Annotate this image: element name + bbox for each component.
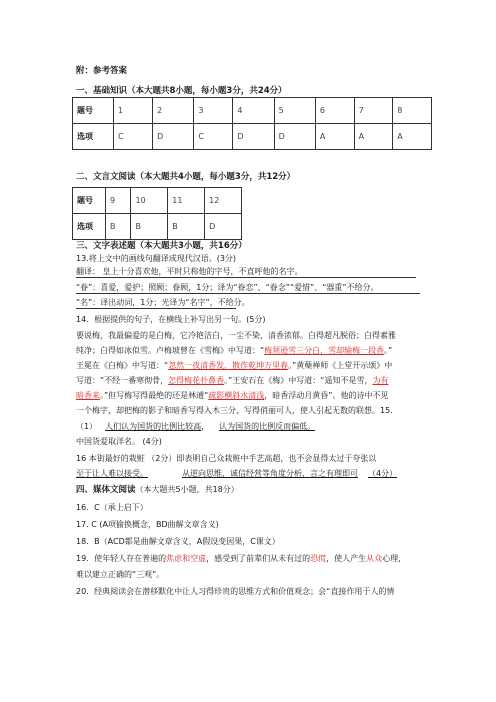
question-number: 1 (114, 98, 153, 124)
q19-answer: 19．使年轻人存在普遍的焦虑和空虚，感受到了前辈们从未有过的恐慌，使人产生从众心理， (76, 554, 407, 563)
question-number: 11 (168, 188, 205, 214)
question-number: 2 (153, 98, 194, 124)
answer-option: B (106, 214, 131, 240)
answer-text: 忽然一夜清香发，散作乾坤万里春 (168, 361, 289, 370)
answer-option: D (153, 124, 194, 150)
section4-heading: 四、媒体文阅读（本大题共5小题，共18分） (76, 485, 239, 495)
q13-scoring-1: “眷”：喜爱，爱护；照顾；眷顾，1分；译为“眷恋”、“眷念”“爱惜”、“器重”不给分。 (76, 283, 379, 292)
section2-heading: 二、文言文阅读（本大题共4小题，每小题3分，共12分） (76, 172, 296, 182)
q13-scoring-2: “名”：译出动词，1分；光译为“名字”，不给分。 (76, 298, 250, 307)
answer-option: B (131, 214, 168, 240)
section2-answer-table (72, 187, 242, 240)
question-number: 9 (106, 188, 131, 214)
q14-line: 纯净；白得如冰似雪。卢梅坡曾在《雪梅》中写道：“梅须逊雪三分白，雪却输梅一段香。” (76, 346, 393, 355)
q13-translation: 翻译： 皇上十分喜欢他，平时只称他的字号，不直呼他的名字。 (76, 267, 303, 276)
underline (76, 308, 236, 309)
answer-option: D (205, 214, 242, 240)
page-title: 附：参考答案 (76, 66, 128, 76)
q16-answer: 16 本街最好的栽赃 （2分）即表明自己众栽赃中手艺高超，也不会显得太过于夸张以 (76, 454, 377, 463)
answer-option: A (315, 124, 354, 150)
question-number: 6 (315, 98, 354, 124)
q15-answer: （1） 人们认为国货的比例比较高， 认为国货的比例反而偏低。 (76, 422, 316, 431)
q14-line: 一个梅字，却把梅的影子和暗香写得入木三分，写得俏丽可人，使人引起无数的联想。15. (76, 406, 393, 415)
q18-answer: 18．B（ACD都是曲解文章含义，A假设变因果，C课文） (76, 537, 280, 546)
table-row (73, 124, 432, 150)
answer-option: A (354, 124, 393, 150)
q14-line: 要说梅，我最偏爱的是白梅，它冷艳洁白，一尘不染，清香浓郁。白得超凡脱俗；白得素雅 (76, 331, 396, 340)
section1-heading: 一、基础知识（本大题共8小题，每小题3分，共24分） (76, 86, 287, 96)
q13-title: 13.将上文中的画线句翻译成现代汉语。(3分) (76, 254, 237, 263)
underline (76, 277, 416, 278)
answer-text: 怎得梅花扑鼻香 (168, 376, 225, 385)
question-number: 5 (274, 98, 315, 124)
row-label: 题号 (73, 188, 106, 214)
question-number: 10 (131, 188, 168, 214)
answer-option: D (274, 124, 315, 150)
answer-option: A (393, 124, 432, 150)
q19-answer: 难以建立正确的“三观”。 (76, 570, 165, 579)
q14-line: 暗香来。”但写梅写得最绝的还是林逋“疏影横斜水清浅，暗香浮动月黄昏”。他的诗中不见 (76, 391, 389, 400)
answer-option: C (194, 124, 233, 150)
question-number: 12 (205, 188, 242, 214)
table-row (73, 98, 432, 124)
section3-heading: 三、文字表述题（本大题共3小题，共16分） (76, 241, 247, 251)
question-number: 8 (393, 98, 432, 124)
q15-answer: 中国货爱取洋名。 (4分) (76, 437, 162, 446)
q14-line: 王冕在《白梅》中写道：“忽然一夜清香发，散作乾坤万里春。”黄蘖禅师《上堂开示颂》中 (76, 361, 393, 370)
q20-answer: 20．经典阅读会在潜移默化中让人习得珍贵的思维方式和价值观念；会“直接作用于人的情 (76, 587, 395, 596)
q16-answer: 至于让人难以接受。 从逆向思维，诚信经营等角度分析，言之有理即可 （4分） (76, 469, 398, 478)
answer-option: B (168, 214, 205, 240)
row-label: 题号 (73, 98, 114, 124)
row-label: 选项 (73, 214, 106, 240)
section1-answer-table (72, 97, 432, 150)
underline (76, 293, 420, 294)
answer-text: 梅须逊雪三分白，雪却输梅一段香 (264, 346, 385, 355)
question-number: 4 (233, 98, 274, 124)
answer-text: 疏影横斜水清浅 (208, 391, 265, 400)
q14-line: 写道：“不经一番寒彻骨，怎得梅花扑鼻香。”王安石在《梅》中写道：“遥知不是雪，为有 (76, 376, 389, 385)
q14-title: 14．根据提供的句子，在横线上补写出另一句。(5分) (76, 315, 266, 324)
table-row (73, 188, 242, 214)
answer-option: D (233, 124, 274, 150)
answer-text: 为有 (372, 376, 389, 385)
table-row (73, 214, 242, 240)
question-number: 3 (194, 98, 233, 124)
answer-text: 暗香来 (76, 391, 100, 400)
q17-answer: 17. C (A项偷换概念，BD曲解文章含义) (76, 520, 219, 529)
q16-media-answer: 16．C（承上启下） (76, 503, 148, 512)
question-number: 7 (354, 98, 393, 124)
answer-option: C (114, 124, 153, 150)
row-label: 选项 (73, 124, 114, 150)
